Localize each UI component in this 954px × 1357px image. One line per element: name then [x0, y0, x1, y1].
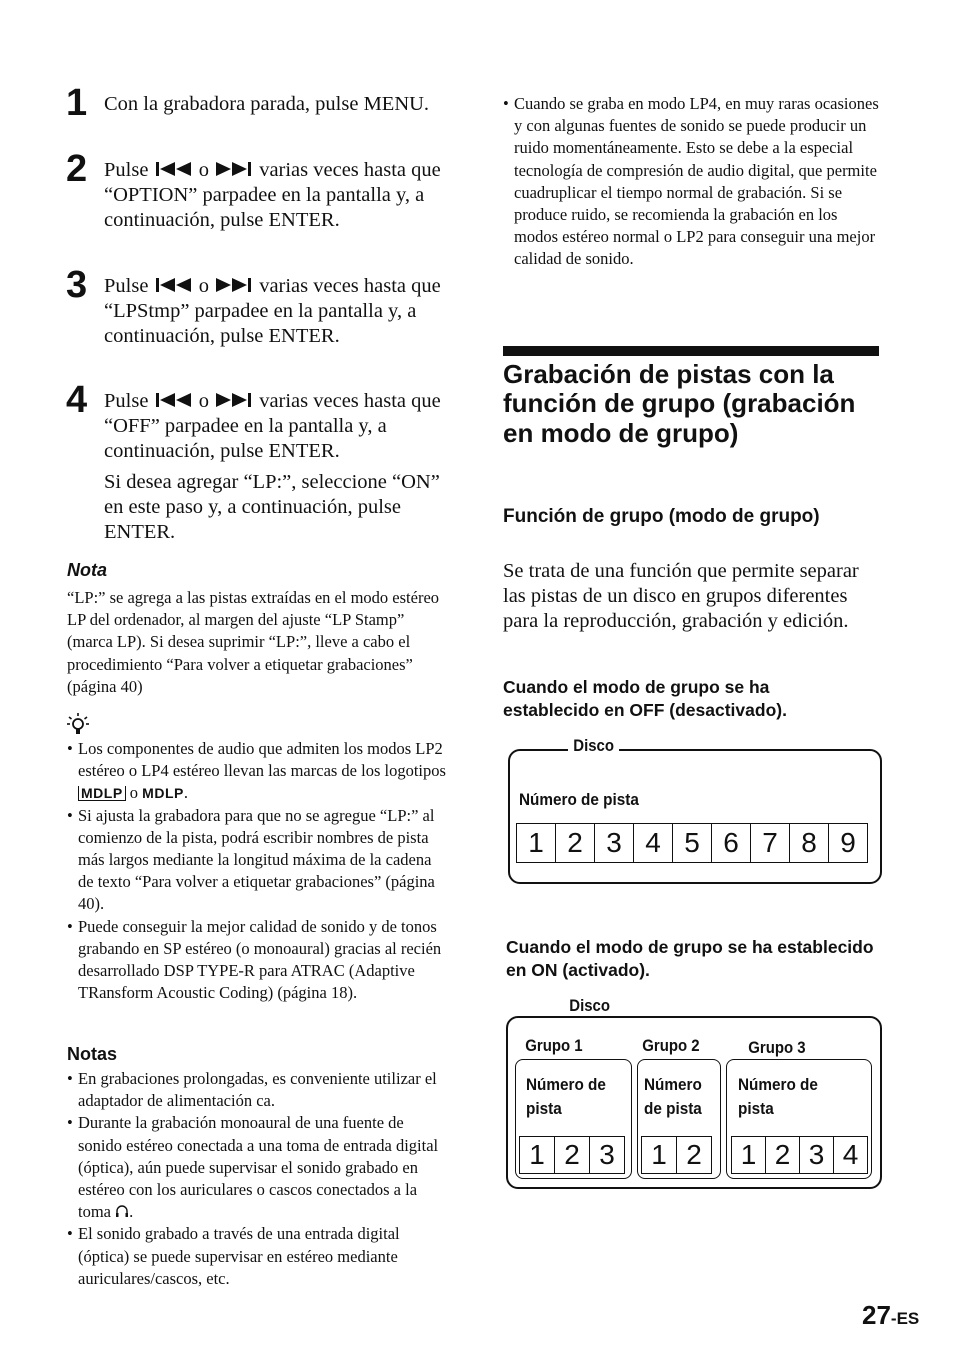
list-item: • Cuando se graba en modo LP4, en muy raras ocasiones y con algunas fuentes de sonido se puede producir un ruido momentáneamente. Esto se debe a la especial tecnología de compresión de audio digital, que permite cuadruplicar el tiempo normal de grabación. Si se produce ruido, se recomienda la grabación en los modos estéreo normal o LP2 para conseguir una mejor calidad de sonido.	[503, 93, 883, 271]
track-cell: 9	[840, 827, 856, 858]
headphones-icon	[115, 1204, 129, 1218]
section-heading: Grabación de pistas con la función de grupo (grabación en modo de grupo)	[503, 359, 856, 448]
notas-list	[67, 1068, 447, 1290]
track-number-label: Número de pista	[644, 1075, 702, 1118]
disc-box	[508, 749, 882, 884]
list-item: • Puede conseguir la mejor calidad de sonido y de tonos grabando en SP estéreo (o monoaural) gracias al recién desarrollado DSP TYPE-R para ATRAC (Adaptive TRansform Acoustic Coding) (página 18).	[67, 916, 447, 1005]
step-text-pre: Pulse	[104, 390, 149, 412]
track-number-label: Número de pista	[738, 1075, 818, 1118]
track-cell: 4	[842, 1139, 859, 1170]
step-extra-text: Si desea agregar “LP:”, seleccione “ON” en este paso y, a continuación, pulse ENTER.	[104, 471, 440, 543]
tip-text-or: o	[129, 783, 139, 803]
list-item: • Si ajusta la grabadora para que no se agregue “LP:” al comienzo de la pista, podrá escribir nombres de pista más largos mediante la longitud máxima de la cadena de texto “Para volver a etiquetar grabaciones” (página 40).	[67, 805, 447, 916]
track-cell: 2	[766, 1137, 800, 1173]
step-number: 2	[66, 148, 88, 190]
group-label: Grupo 1	[520, 1036, 588, 1056]
nota-text: “LP:” se agrega a las pistas extraídas en el modo estéreo LP del ordenador, al margen del ajuste “LP Stamp” (marca LP). Si desea suprimir “LP:”, lleve a cabo el procedimiento “Para volver a etiquetar grabaciones” (página 40)	[67, 588, 440, 696]
lightbulb-icon	[66, 712, 90, 736]
step-text-post: varias veces hasta que “OFF” parpadee en la pantalla y, a continuación, pulse ENTER.	[104, 390, 441, 462]
notas-title: Notas	[67, 1044, 118, 1064]
track-cells	[516, 823, 868, 863]
list-item: • El sonido grabado a través de una entrada digital (óptica) se puede supervisar en estéreo mediante auriculares/cascos, etc.	[67, 1223, 447, 1290]
step-text-pre: Pulse	[104, 275, 149, 297]
track-cell: 7	[751, 824, 790, 862]
nota-title: Nota	[67, 560, 107, 580]
step-text-or: o	[198, 275, 209, 297]
caption-group-on: Cuando el modo de grupo se ha establecido en ON (activado).	[506, 937, 874, 980]
step-text-or: o	[198, 390, 209, 412]
page-suffix: -ES	[890, 1309, 920, 1328]
track-cell: 2	[686, 1139, 702, 1170]
track-cell: 1	[732, 1137, 766, 1173]
step-text-pre: Pulse	[104, 159, 149, 181]
subsection-heading: Función de grupo (modo de grupo)	[503, 506, 820, 527]
list-item: • Durante la grabación monoaural de una fuente de sonido estéreo conectada a una toma de entrada digital (óptica), aún puede supervisar el sonido grabado en estéreo con los auriculares o cascos conectados a la toma .	[67, 1112, 447, 1223]
lp4-note	[503, 93, 883, 271]
step-text-or: o	[198, 159, 209, 181]
body-paragraph: Se trata de una función que permite separar las pistas de un disco en grupos diferentes para la reproducción, grabación y edición.	[503, 560, 859, 632]
step-number: 4	[66, 379, 88, 421]
mdlp-logo: MDLP	[142, 785, 184, 802]
track-cells	[641, 1136, 712, 1174]
track-cells	[731, 1136, 868, 1174]
list-item: • En grabaciones prolongadas, es conveniente utilizar el adaptador de alimentación ca.	[67, 1068, 447, 1112]
track-cell: 6	[712, 824, 751, 862]
track-cell: 1	[642, 1137, 677, 1173]
page-number-value: 27	[862, 1300, 891, 1330]
track-number-label: Número de pista	[526, 1075, 606, 1118]
track-cell: 1	[517, 824, 556, 862]
mdlp-logo: MDLP	[78, 786, 126, 801]
next-track-icon	[214, 391, 254, 409]
previous-track-icon	[154, 276, 194, 294]
step-2	[66, 148, 446, 233]
previous-track-icon	[154, 391, 194, 409]
page-number	[862, 1300, 919, 1331]
tip-text: Los componentes de audio que admiten los modos LP2 estéreo o LP4 estéreo llevan las marcas de los logotipos	[78, 739, 446, 781]
track-cell: 3	[800, 1137, 834, 1173]
step-1	[66, 82, 446, 124]
nota-text: Durante la grabación monoaural de una fuente de sonido estéreo conectada a una toma de entrada digital (óptica), aún puede supervisar el sonido grabado en estéreo con los auriculares o cascos conectados a la toma	[78, 1113, 439, 1222]
next-track-icon	[214, 276, 254, 294]
track-cells	[519, 1136, 625, 1174]
disc-label: Disco	[564, 996, 615, 1016]
step-number: 3	[66, 264, 88, 306]
track-cell: 3	[599, 1139, 615, 1170]
track-cell: 1	[520, 1137, 555, 1173]
track-cell: 2	[555, 1137, 590, 1173]
step-number: 1	[66, 82, 88, 124]
next-track-icon	[214, 160, 254, 178]
step-text-post: varias veces hasta que “LPStmp” parpadee en la pantalla y, a continuación, pulse ENTER.	[104, 275, 441, 347]
track-cell: 3	[595, 824, 634, 862]
step-4	[66, 379, 446, 545]
group-label: Grupo 2	[637, 1036, 705, 1056]
heading-rule	[503, 346, 879, 356]
track-cell: 2	[556, 824, 595, 862]
step-text: Con la grabadora parada, pulse MENU.	[104, 93, 430, 115]
group-label: Grupo 3	[743, 1038, 811, 1058]
previous-track-icon	[154, 160, 194, 178]
track-cell: 5	[673, 824, 712, 862]
step-text-post: varias veces hasta que “OPTION” parpadee en la pantalla y, a continuación, pulse ENTER.	[104, 159, 441, 231]
track-cell: 4	[634, 824, 673, 862]
disc-label: Disco	[568, 736, 619, 756]
list-item: • Los componentes de audio que admiten los modos LP2 estéreo o LP4 estéreo llevan las marcas de los logotipos MDLP o MDLP.	[67, 738, 447, 805]
track-cell: 8	[790, 824, 829, 862]
step-3	[66, 264, 446, 349]
track-number-label: Número de pista	[519, 790, 639, 809]
tips-list	[67, 738, 447, 1004]
caption-group-off: Cuando el modo de grupo se ha establecido en OFF (desactivado).	[503, 677, 787, 720]
